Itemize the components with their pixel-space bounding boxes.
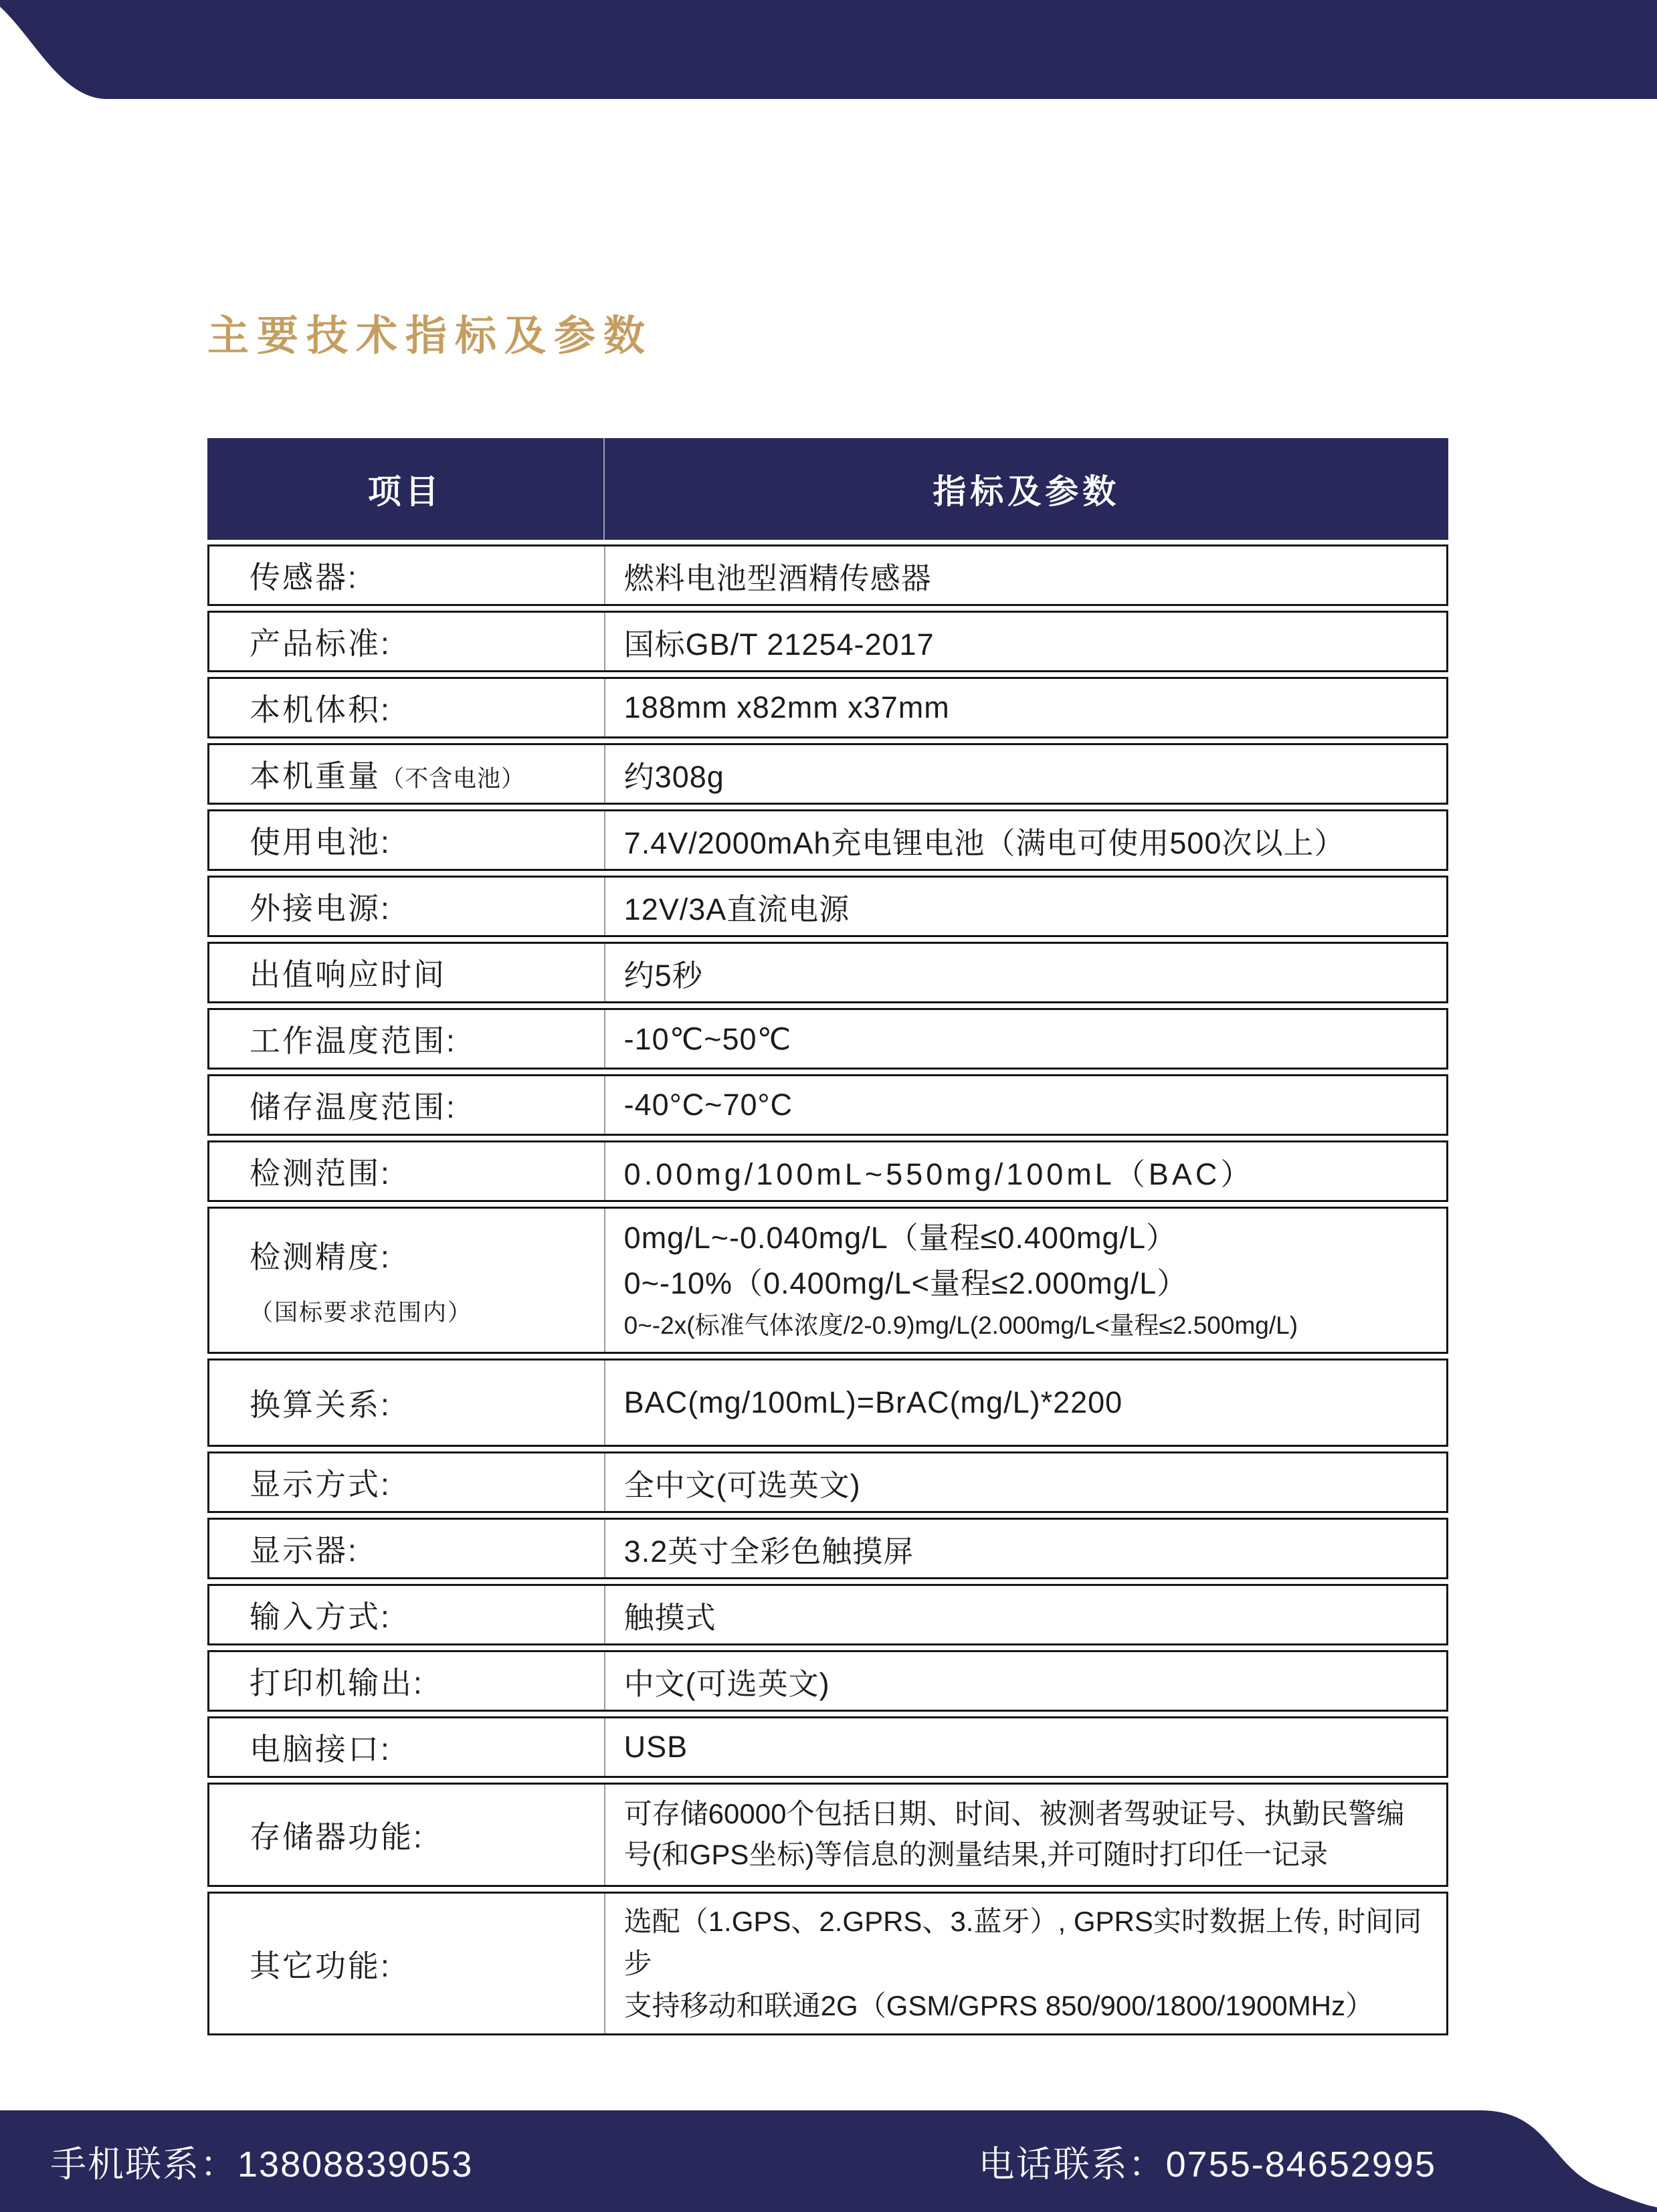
row-label xyxy=(209,745,605,803)
row-value xyxy=(605,1209,1446,1352)
table-row xyxy=(207,1008,1448,1070)
mobile-contact-label: 手机联系： xyxy=(50,2144,237,2185)
row-label: 电脑接口: xyxy=(209,1718,605,1776)
table-row xyxy=(207,876,1448,937)
row-value: 约5秒 xyxy=(623,958,703,993)
row-value: 触摸式 xyxy=(623,1600,716,1635)
row-value: 188mm x82mm x37mm xyxy=(623,690,950,724)
table-row xyxy=(207,1451,1448,1513)
table-header-row xyxy=(207,438,1448,540)
table-row xyxy=(207,1074,1448,1136)
row-value: 3.2英寸全彩色触摸屏 xyxy=(623,1534,914,1569)
mobile-contact xyxy=(50,2136,473,2187)
row-value: 国标GB/T 21254-2017 xyxy=(623,627,935,662)
table-row xyxy=(207,677,1448,738)
table-row xyxy=(207,1140,1448,1202)
table-row xyxy=(207,1518,1448,1579)
phone-contact-number: 0755-84652995 xyxy=(1165,2144,1436,2185)
row-value: 全中文(可选英文) xyxy=(623,1468,861,1502)
row-label: 存储器功能: xyxy=(209,1785,605,1885)
row-value-line: 0~-2x(标准气体浓度/2-0.9)mg/L(2.000mg/L<量程≤2.500mg/L) xyxy=(623,1312,1298,1339)
row-value: USB xyxy=(623,1730,688,1765)
row-label-text: 检测精度: xyxy=(250,1239,391,1275)
row-value: 可存储60000个包括日期、时间、被测者驾驶证号、执勤民警编号(和GPS坐标)等信息的测量结果,并可随时打印任一记录 xyxy=(623,1798,1405,1871)
row-label: 输入方式: xyxy=(209,1586,605,1643)
row-label: 打印机输出: xyxy=(209,1652,605,1710)
row-label: 检测范围: xyxy=(209,1142,605,1200)
row-label: 其它功能: xyxy=(209,1894,605,2033)
top-banner-shape xyxy=(0,0,1657,99)
row-label-text: 本机重量 xyxy=(250,759,381,793)
row-value: 约308g xyxy=(623,759,724,794)
row-value-line: 选配（1.GPS、2.GPRS、3.蓝牙）, GPRS实时数据上传, 时间同步 xyxy=(623,1906,1422,1980)
footer-contact-bar xyxy=(0,2110,1657,2212)
row-label: 产品标准: xyxy=(209,613,605,670)
row-label-note: （不含电池） xyxy=(381,766,526,792)
row-value: 0.00mg/100mL~550mg/100mL（BAC） xyxy=(623,1157,1254,1191)
row-value-line: 0~-10%（0.400mg/L<量程≤2.000mg/L） xyxy=(623,1266,1188,1300)
row-label: 外接电源: xyxy=(209,878,605,935)
row-label: 传感器: xyxy=(209,546,605,604)
mobile-contact-number: 13808839053 xyxy=(237,2144,474,2185)
row-value xyxy=(605,1894,1446,2033)
row-value-line: 0mg/L~-0.040mg/L（量程≤0.400mg/L） xyxy=(623,1221,1177,1255)
table-row xyxy=(207,611,1448,672)
table-row xyxy=(207,1359,1448,1447)
row-label-note: （国标要求范围内） xyxy=(250,1300,473,1326)
row-label: 出值响应时间 xyxy=(209,944,605,1001)
row-value: 7.4V/2000mAh充电锂电池（满电可使用500次以上） xyxy=(623,825,1345,860)
row-label: 储存温度范围: xyxy=(209,1076,605,1134)
table-row xyxy=(207,942,1448,1003)
phone-contact-label: 电话联系： xyxy=(978,2144,1166,2185)
table-header-params: 指标及参数 xyxy=(933,473,1120,510)
row-label: 显示器: xyxy=(209,1520,605,1577)
table-row xyxy=(207,1892,1448,2035)
row-label: 显示方式: xyxy=(209,1453,605,1511)
table-row xyxy=(207,1783,1448,1887)
row-value-line: 支持移动和联通2G（GSM/GPRS 850/900/1800/1900MHz） xyxy=(623,1990,1374,2022)
row-label xyxy=(209,1209,605,1352)
row-value: 12V/3A直流电源 xyxy=(623,892,850,926)
row-value: 燃料电池型酒精传感器 xyxy=(623,561,932,595)
table-row xyxy=(207,809,1448,871)
table-row xyxy=(207,1207,1448,1354)
spec-table xyxy=(207,438,1448,2035)
row-label: 换算关系: xyxy=(209,1361,605,1445)
row-label: 工作温度范围: xyxy=(209,1010,605,1068)
table-row xyxy=(207,743,1448,805)
table-row xyxy=(207,1716,1448,1778)
row-label: 本机体积: xyxy=(209,679,605,736)
row-value: 中文(可选英文) xyxy=(623,1666,830,1701)
table-row xyxy=(207,1584,1448,1645)
table-header-item: 项目 xyxy=(207,438,605,540)
row-value: BAC(mg/100mL)=BrAC(mg/L)*2200 xyxy=(623,1385,1123,1420)
table-row xyxy=(207,544,1448,606)
row-value: -40°C~70°C xyxy=(623,1088,793,1122)
row-value: -10℃~50℃ xyxy=(623,1021,792,1056)
page-title: 主要技术指标及参数 xyxy=(207,313,654,359)
phone-contact xyxy=(979,2136,1436,2187)
row-label: 使用电池: xyxy=(209,811,605,869)
table-row xyxy=(207,1650,1448,1712)
